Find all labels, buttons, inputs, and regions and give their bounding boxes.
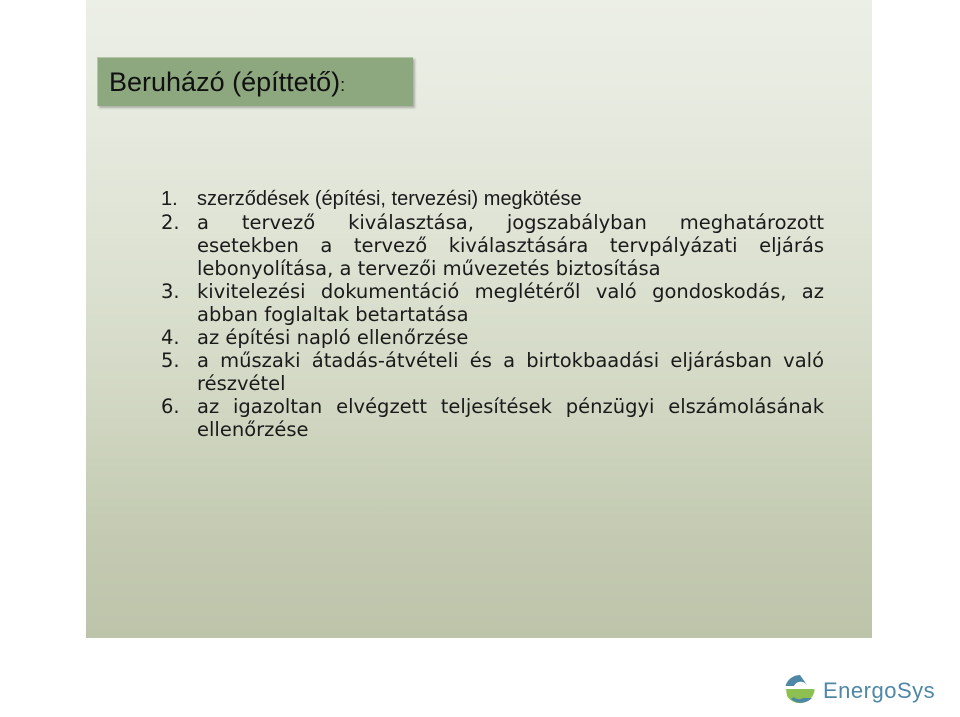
responsibility-list — [161, 188, 824, 441]
list-item — [161, 349, 824, 395]
title-box — [97, 57, 413, 106]
logo-text: EnergoSys — [823, 678, 936, 703]
slide-title — [109, 67, 345, 98]
list-item-number: 4. — [161, 326, 180, 349]
energosys-logo-icon — [782, 672, 818, 708]
list-item — [161, 188, 824, 211]
list-item-text: az építési napló ellenőrzése — [197, 326, 469, 349]
list-item-text: az igazoltan elvégzett teljesítések pénzügyi elszámolásának ellenőrzése — [197, 395, 824, 441]
list-item-number: 3. — [161, 280, 180, 303]
list-item-text: a műszaki átadás-átvételi és a birtokbaadási eljárásban való részvétel — [197, 349, 824, 395]
slide-title-suffix: : — [340, 75, 346, 95]
list-item — [161, 395, 824, 441]
list-item-number: 2. — [161, 211, 180, 234]
list-item-number: 5. — [161, 349, 180, 372]
list-item-text: szerződések (építési, tervezési) megkötése — [197, 188, 582, 210]
list-item-number: 1. — [161, 188, 178, 210]
list-item-number: 6. — [161, 395, 180, 418]
list-item — [161, 280, 824, 326]
energosys-logo — [782, 672, 936, 712]
list-item-text: kivitelezési dokumentáció meglétéről való gondoskodás, az abban foglaltak betartatása — [197, 280, 824, 326]
list-item — [161, 326, 824, 349]
list-item — [161, 211, 824, 280]
slide-title-text: Beruházó (építtető) — [109, 67, 341, 97]
list-item-text: a tervező kiválasztása, jogszabályban meghatározott esetekben a tervező kiválasztására tervpályázati eljárás lebonyolítása, a tervezői művezetés biztosítása — [197, 211, 824, 280]
